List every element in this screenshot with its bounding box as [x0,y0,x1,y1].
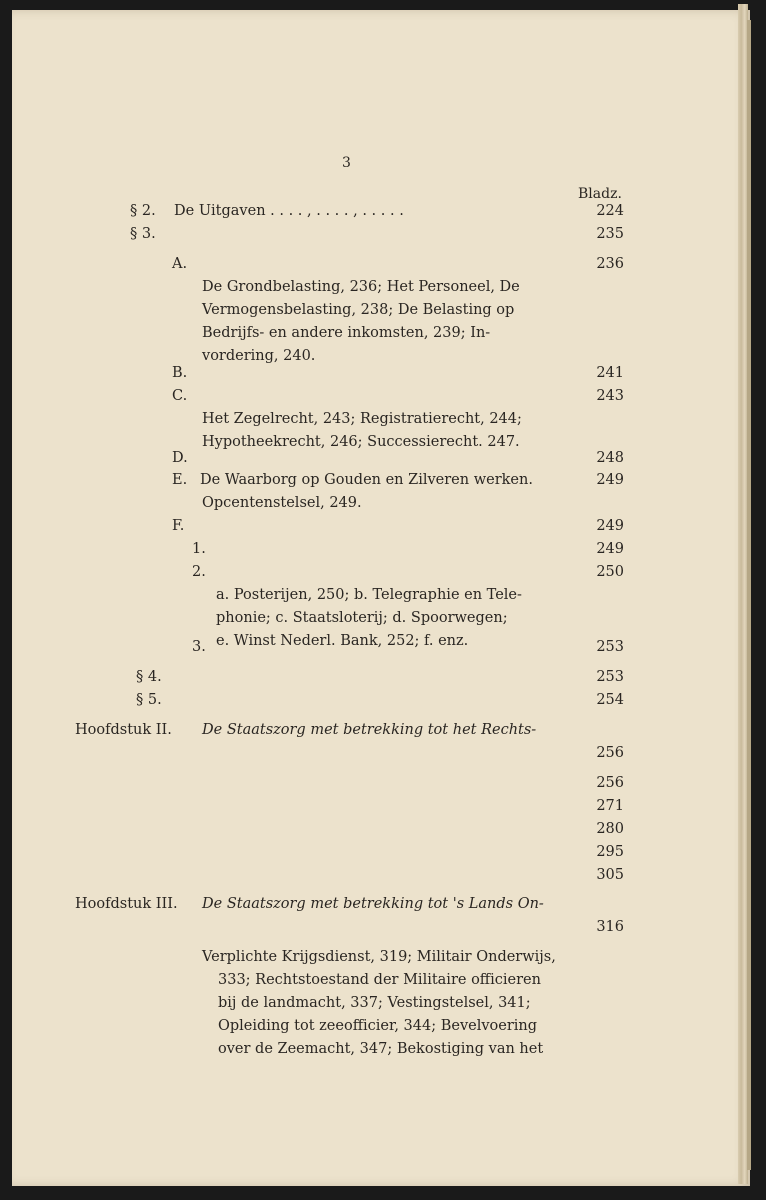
toc-label: 3. [192,639,206,655]
toc-line [12,745,750,767]
toc-label: D. [172,450,188,466]
toc-line [12,365,750,387]
toc-line [12,821,750,843]
toc-page: 256 [596,775,624,791]
toc-page: 254 [596,692,624,708]
toc-line [12,639,750,661]
toc-description: Opleiding tot zeeofficier, 344; Bevelvoering [218,1018,538,1034]
toc-page: 280 [596,821,624,837]
toc-title: De Waarborg op Gouden en Zilveren werken. [200,472,533,488]
toc-page: 249 [596,541,624,557]
toc-page: 248 [596,450,624,466]
toc-line [12,541,750,563]
toc-line [12,844,750,866]
toc-description: De Grondbelasting, 236; Het Personeel, De [202,279,520,295]
toc-line [12,203,750,225]
toc-line [12,472,750,494]
toc-label: 1. [192,541,206,557]
toc-page: 271 [596,798,624,814]
toc-label: § 5. [136,692,162,708]
toc-line [12,669,750,691]
toc-description: Vermogensbelasting, 238; De Belasting op [202,302,515,318]
toc-line [12,867,750,889]
toc-line [12,226,750,248]
toc-page: 250 [596,564,624,580]
toc-line [12,388,750,410]
chapter-title: De Staatszorg met betrekking tot het Rechts- [202,722,537,738]
toc-description: vordering, 240. [202,348,316,364]
toc-page: 243 [596,388,624,404]
toc-description: Verplichte Krijgsdienst, 319; Militair Onderwijs, [202,949,556,965]
toc-page: 305 [596,867,624,883]
toc-label: A. [172,256,188,272]
toc-line [12,518,750,540]
toc-label: § 3. [130,226,156,242]
column-header-bladz: Bladz. [578,186,622,202]
toc-label: F. [172,518,185,534]
book-page [12,10,750,1186]
toc-label: § 2. [130,203,156,219]
toc-description: a. Posterijen, 250; b. Telegraphie en Tele- [216,587,522,603]
toc-title: De Uitgaven . . . . , . . . . , . . . . . [174,203,404,219]
toc-description: over de Zeemacht, 347; Bekostiging van het [218,1041,544,1057]
toc-description: Opcentenstelsel, 249. [202,495,362,511]
toc-line [12,896,750,918]
toc-description: e. Winst Nederl. Bank, 252; f. enz. [216,633,469,649]
toc-description: phonie; c. Staatsloterij; d. Spoorwegen; [216,610,508,626]
toc-description: Het Zegelrecht, 243; Registratierecht, 244; [202,411,522,427]
toc-page: 316 [596,919,624,935]
toc-label: 2. [192,564,206,580]
toc-line [12,919,750,941]
toc-label: E. [172,472,188,488]
toc-line [12,722,750,744]
toc-page: 235 [596,226,624,242]
toc-page: 241 [596,365,624,381]
toc-page: 249 [596,472,624,488]
toc-description: bij de landmacht, 337; Vestingstelsel, 341; [218,995,531,1011]
toc-page: 295 [596,844,624,860]
toc-description: Hypotheekrecht, 246; Successierecht. 247. [202,434,520,450]
chapter-title: De Staatszorg met betrekking tot 's Lands On- [202,896,544,912]
toc-page: 249 [596,518,624,534]
page-edge [747,20,751,1170]
toc-line [12,692,750,714]
toc-page: 236 [596,256,624,272]
toc-line [12,450,750,472]
chapter-label: Hoofdstuk III. [75,896,178,912]
toc-description: Bedrijfs- en andere inkomsten, 239; In- [202,325,491,341]
toc-line [12,798,750,820]
chapter-label: Hoofdstuk II. [75,722,172,738]
toc-label: C. [172,388,188,404]
toc-label: B. [172,365,188,381]
toc-page: 256 [596,745,624,761]
toc-label: § 4. [136,669,162,685]
toc-description: 333; Rechtstoestand der Militaire officieren [218,972,541,988]
toc-line [12,775,750,797]
toc-page: 224 [596,203,624,219]
toc-page: 253 [596,669,624,685]
toc-line [12,564,750,586]
page-number: 3 [342,155,351,171]
toc-page: 253 [596,639,624,655]
toc-line [12,256,750,278]
